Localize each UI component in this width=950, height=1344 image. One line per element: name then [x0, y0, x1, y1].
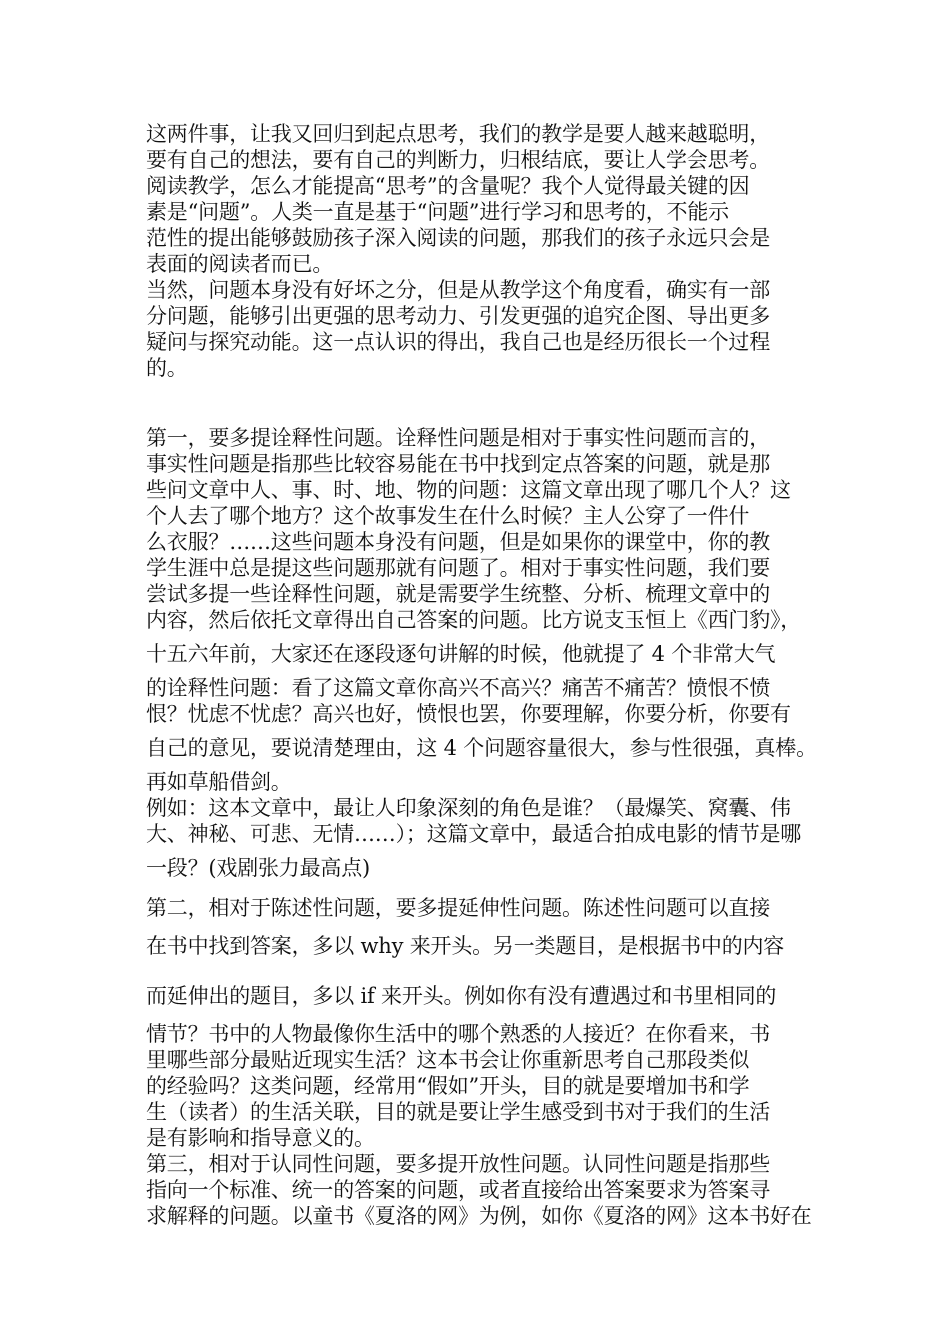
text-line: 些问文章中人、事、时、地、物的问题：这篇文章出现了哪几个人？这	[146, 478, 791, 502]
text-line: 阅读教学，怎么才能提高“思考”的含量呢？我个人觉得最关键的因	[146, 174, 750, 198]
text-line: 事实性问题是指那些比较容易能在书中找到定点答案的问题，就是那	[146, 452, 770, 476]
text-line: 表面的阅读者而已。	[146, 252, 334, 276]
text-line: 求解释的问题。以童书《夏洛的网》为例，如你《夏洛的网》这本书好在	[146, 1204, 812, 1228]
text-line: 第三，相对于认同性问题，要多提开放性问题。认同性问题是指那些	[146, 1152, 770, 1176]
text-line: 素是“问题”。人类一直是基于“问题”进行学习和思考的，不能示	[146, 200, 729, 224]
text-line: 的诠释性问题：看了这篇文章你高兴不高兴？痛苦不痛苦？愤恨不愤	[146, 676, 770, 700]
text-line: 分问题，能够引出更强的思考动力、引发更强的追究企图、导出更多	[146, 304, 770, 328]
text-line: 十五六年前，大家还在逐段逐句讲解的时候，他就提了 4 个非常大气	[146, 642, 776, 666]
text-line: 当然，问题本身没有好坏之分，但是从教学这个角度看，确实有一部	[146, 278, 770, 302]
text-line: 这两件事，让我又回归到起点思考，我们的教学是要人越来越聪明，	[146, 122, 770, 146]
text-line: 在书中找到答案，多以 why 来开头。另一类题目，是根据书中的内容	[146, 934, 785, 958]
text-line: 学生涯中总是提这些问题那就有问题了。相对于事实性问题，我们要	[146, 556, 770, 580]
text-line: 疑问与探究动能。这一点认识的得出，我自己也是经历很长一个过程	[146, 330, 770, 354]
text-line: 情节？书中的人物最像你生活中的哪个熟悉的人接近？在你看来，书	[146, 1022, 770, 1046]
text-line: 个人去了哪个地方？这个故事发生在什么时候？主人公穿了一件什	[146, 504, 750, 528]
text-line: 再如草船借剑。	[146, 770, 292, 794]
text-line: 自己的意见，要说清楚理由，这 4 个问题容量很大，参与性很强，真棒。	[146, 736, 817, 760]
text-line: 例如：这本文章中，最让人印象深刻的角色是谁？（最爆笑、窝囊、伟	[146, 796, 791, 820]
text-line: 第一，要多提诠释性问题。诠释性问题是相对于事实性问题而言的，	[146, 426, 770, 450]
text-line: 是有影响和指导意义的。	[146, 1126, 375, 1150]
text-line: 要有自己的想法，要有自己的判断力，归根结底，要让人学会思考。	[146, 148, 770, 172]
text-line: 一段？(戏剧张力最高点)	[146, 856, 370, 880]
text-line: 而延伸出的题目，多以 if 来开头。例如你有没有遭遇过和书里相同的	[146, 984, 777, 1008]
text-line: 范性的提出能够鼓励孩子深入阅读的问题，那我们的孩子永远只会是	[146, 226, 770, 250]
text-line: 的。	[146, 356, 188, 380]
text-line: 生（读者）的生活关联，目的就是要让学生感受到书对于我们的生活	[146, 1100, 770, 1124]
text-line: 的经验吗？这类问题，经常用“假如”开头，目的就是要增加书和学	[146, 1074, 750, 1098]
text-line: 大、神秘、可悲、无情……）；这篇文章中，最适合拍成电影的情节是哪	[146, 822, 802, 846]
text-line: 内容，然后依托文章得出自己答案的问题。比方说支玉恒上《西门豹》，	[146, 608, 802, 632]
text-line: 指向一个标准、统一的答案的问题，或者直接给出答案要求为答案寻	[146, 1178, 770, 1202]
text-line: 么衣服？……这些问题本身没有问题，但是如果你的课堂中，你的教	[146, 530, 770, 554]
text-line: 尝试多提一些诠释性问题，就是需要学生统整、分析、梳理文章中的	[146, 582, 770, 606]
text-line: 里哪些部分最贴近现实生活？这本书会让你重新思考自己那段类似	[146, 1048, 750, 1072]
text-line: 第二，相对于陈述性问题，要多提延伸性问题。陈述性问题可以直接	[146, 896, 770, 920]
text-line: 恨？忧虑不忧虑？高兴也好，愤恨也罢，你要理解，你要分析，你要有	[146, 702, 791, 726]
